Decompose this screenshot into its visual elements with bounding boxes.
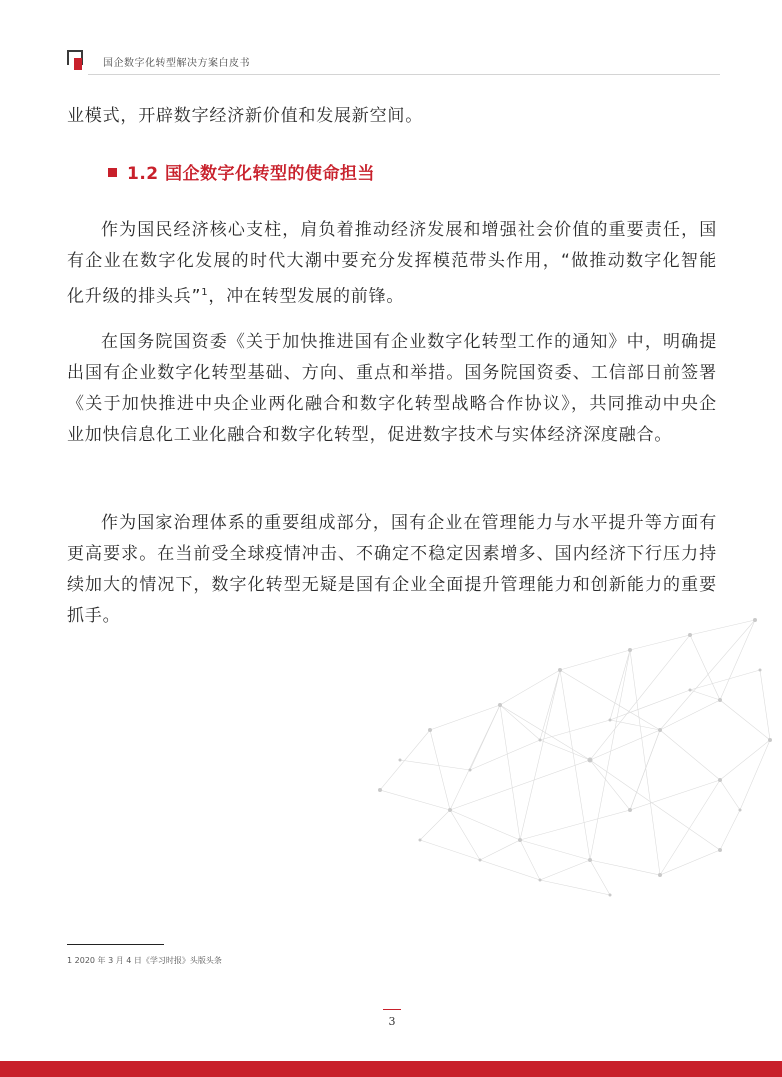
footnote: 1 2020 年 3 月 4 日《学习时报》头版头条 xyxy=(67,956,222,965)
paragraph-3: 作为国家治理体系的重要组成部分，国有企业在管理能力与水平提升等方面有更高要求。在当前受全球疫情冲击、不确定不稳定因素增多、国内经济下行压力持续加大的情况下，数字化转型无疑是国有企业全面提升管理能力和创新能力的重要抓手。 xyxy=(67,513,717,626)
page-number-accent xyxy=(383,1009,401,1010)
footnote-divider xyxy=(67,944,164,945)
brand-logo-icon xyxy=(67,50,83,70)
network-graphic xyxy=(360,610,782,910)
paragraph-1-text: 作为国民经济核心支柱，肩负着推动经济发展和增强社会价值的重要责任，国有企业在数字化发展的时代大潮中要充分发挥模范带头作用，“做推动数字化智能化升级的排头兵” xyxy=(67,220,717,307)
footer-bar xyxy=(0,1061,782,1077)
document-title: 国企数字化转型解决方案白皮书 xyxy=(103,58,250,69)
section-heading-text: 1.2 国企数字化转型的使命担当 xyxy=(127,164,376,184)
paragraph-1-tail: ，冲在转型发展的前锋。 xyxy=(208,286,405,307)
footnote-ref[interactable]: 1 xyxy=(201,287,209,298)
section-heading xyxy=(108,159,375,184)
page-number: 3 xyxy=(388,1015,396,1028)
intro-line: 业模式，开辟数字经济新价值和发展新空间。 xyxy=(67,106,423,126)
paragraph-1 xyxy=(67,215,717,313)
bullet-square-icon xyxy=(108,168,117,177)
paragraph-2: 在国务院国资委《关于加快推进国有企业数字化转型工作的通知》中，明确提出国有企业数字化转型基础、方向、重点和举措。国务院国资委、工信部日前签署《关于加快推进中央企业两化融合和数字化转型战略合作协议》，共同推动中央企业加快信息化工业化融合和数字化转型，促进数字技术与实体经济深度融合。 xyxy=(67,332,717,445)
header-divider xyxy=(88,74,720,75)
